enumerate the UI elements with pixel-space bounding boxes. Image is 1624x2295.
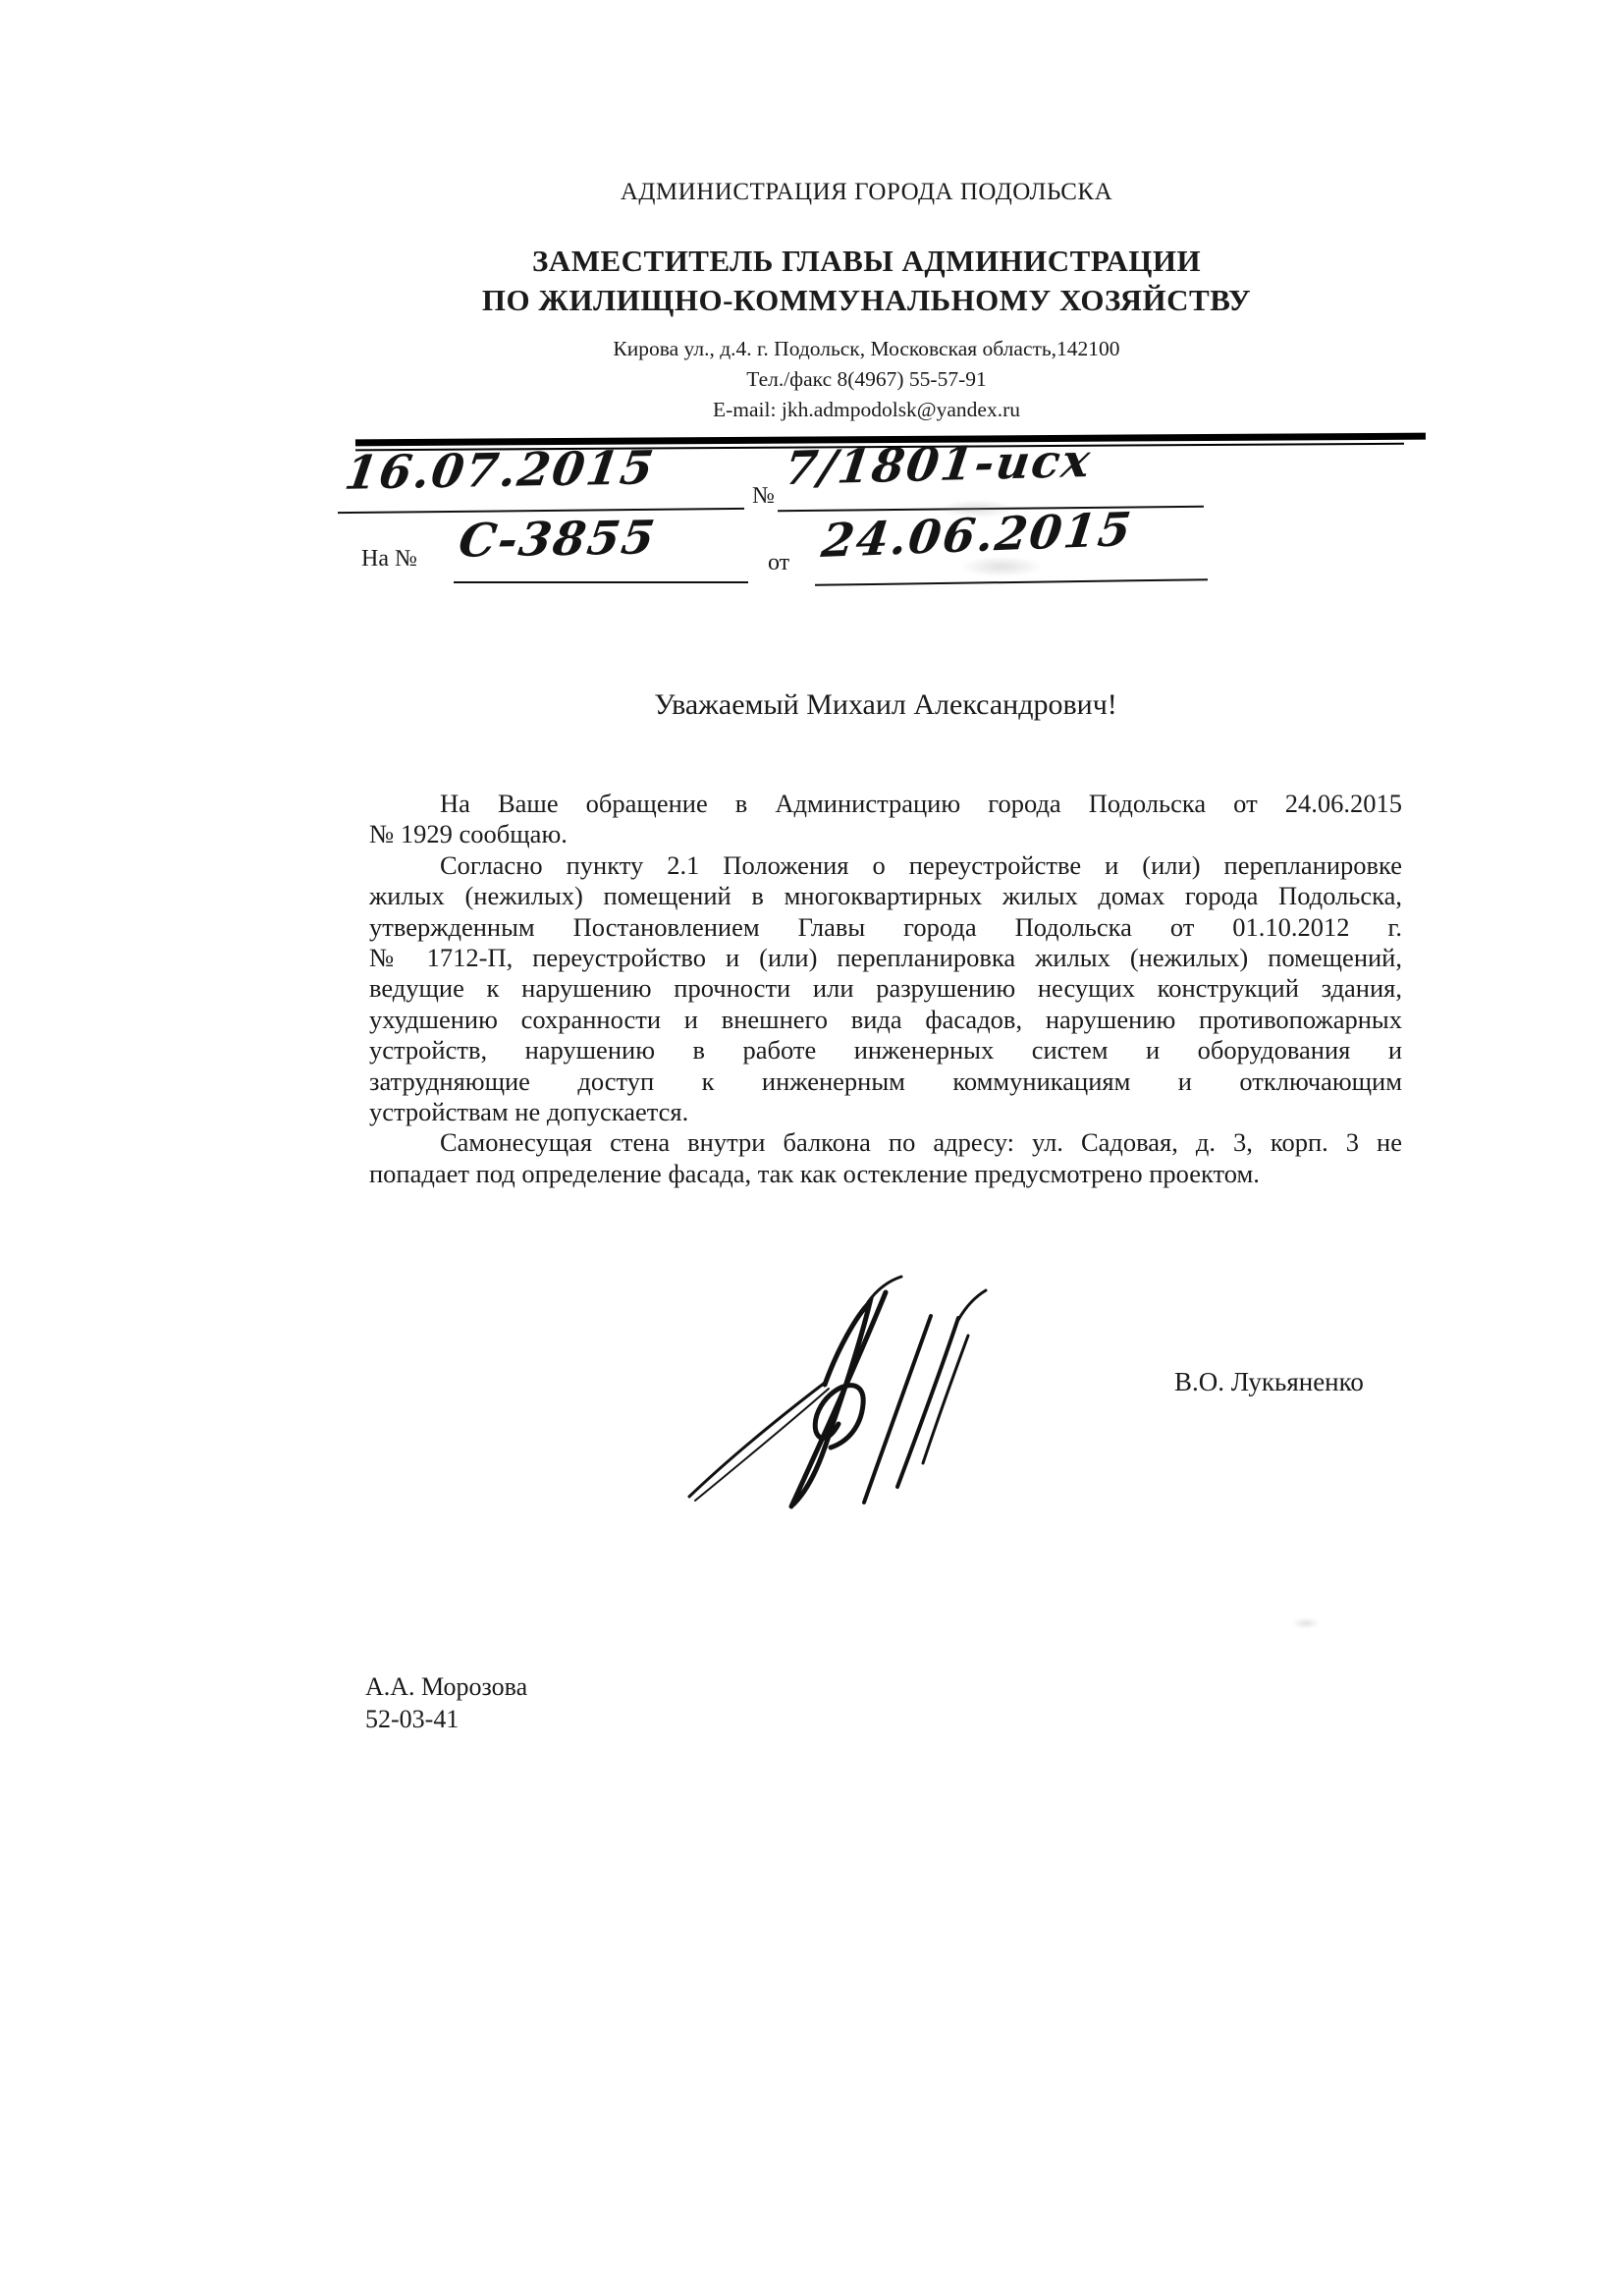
contact-block: [324, 334, 1409, 425]
outgoing-number-handwritten: 7/1801-исх: [781, 433, 1096, 497]
scan-smudge: [943, 552, 1060, 581]
body-line: № 1712-П, переустройство и (или) перепланировка жилых (нежилых) помещений,: [369, 943, 1402, 973]
paragraph: [369, 789, 1402, 850]
salutation: Уважаемый Михаил Александрович!: [654, 688, 1117, 721]
signatory-name: В.О. Лукьяненко: [1174, 1367, 1364, 1396]
letterhead: [324, 179, 1409, 425]
body-line: устройствам не допускается.: [369, 1097, 689, 1127]
body-line: Самонесущая стена внутри балкона по адресу: ул. Садовая, д. 3, корп. 3 не: [440, 1127, 1402, 1158]
phone-fax: Тел./факс 8(4967) 55-57-91: [746, 367, 987, 391]
body-line: устройств, нарушению в работе инженерных систем и оборудования и: [369, 1035, 1402, 1066]
paragraph: [369, 1127, 1402, 1189]
incoming-date-handwritten: 24.06.2015: [818, 502, 1136, 570]
incoming-number-handwritten: С-3855: [455, 511, 660, 569]
outgoing-date-handwritten: 16.07.2015: [341, 441, 659, 501]
reply-label: На №: [361, 546, 417, 572]
scan-smudge: [923, 496, 1031, 521]
body-line: Согласно пункту 2.1 Положения о переустройстве и (или) перепланировке: [440, 849, 1402, 880]
email: E-mail: jkh.admpodolsk@yandex.ru: [713, 398, 1020, 421]
incoming-number-underline: [454, 581, 748, 583]
body-line: утвержденным Постановлением Главы города Подольска от 01.10.2012 г.: [369, 911, 1402, 942]
position-title-line1: ЗАМЕСТИТЕЛЬ ГЛАВЫ АДМИНИСТРАЦИИ: [531, 244, 1202, 278]
body-line: затрудняющие доступ к инженерным коммуникациям и отключающим: [369, 1066, 1402, 1096]
from-label: от: [768, 550, 790, 575]
postal-address: Кирова ул., д.4. г. Подольск, Московская область,142100: [613, 337, 1120, 360]
handwritten-signature-icon: [676, 1259, 1147, 1509]
organization-name: АДМИНИСТРАЦИЯ ГОРОДА ПОДОЛЬСКА: [620, 179, 1113, 205]
body-line: На Ваше обращение в Администрацию города Подольска от 24.06.2015: [440, 789, 1402, 818]
scan-smudge: [1286, 1615, 1326, 1631]
body-line: жилых (нежилых) помещений в многоквартирных жилых домах города Подольска,: [369, 881, 1402, 911]
body-line: № 1929 сообщаю.: [369, 819, 568, 849]
body-line: ухудшению сохранности и внешнего вида фасадов, нарушению противопожарных: [369, 1004, 1402, 1034]
body-line: попадает под определение фасада, так как остекление предусмотрено проектом.: [369, 1158, 1260, 1188]
position-title-line2: ПО ЖИЛИЩНО-КОММУНАЛЬНОМУ ХОЗЯЙСТВУ: [481, 283, 1252, 317]
body-paragraphs: [369, 789, 1402, 1189]
executor-block: [365, 1670, 527, 1735]
body-line: ведущие к нарушению прочности или разрушению несущих конструкций здания,: [369, 973, 1402, 1004]
executor-name: А.А. Морозова: [365, 1672, 528, 1701]
paragraph: [369, 850, 1402, 1128]
outgoing-number-label: №: [752, 483, 775, 509]
executor-phone: 52-03-41: [365, 1705, 460, 1733]
